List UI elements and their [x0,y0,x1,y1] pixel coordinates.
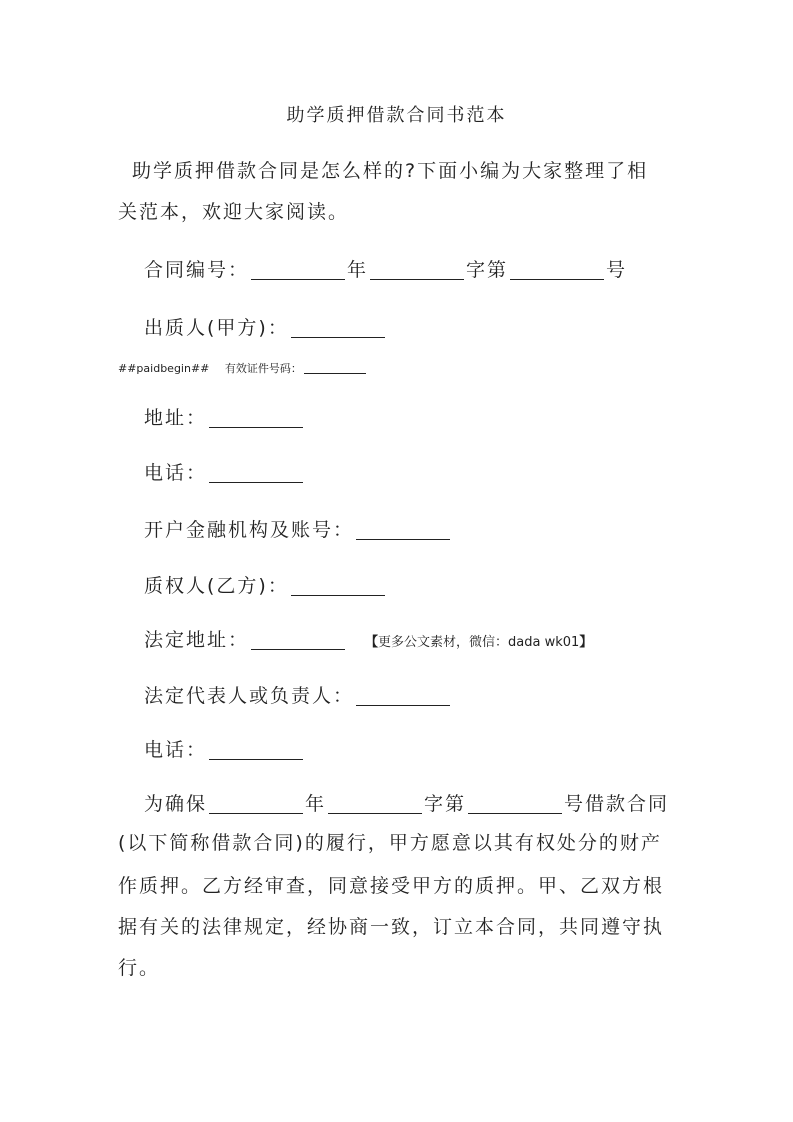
phone-label: 电话： [144,462,208,484]
legal-address-line [144,626,592,657]
bank-account-blank[interactable] [356,519,450,540]
phone-blank[interactable] [209,462,303,483]
pledgee-line [144,572,387,600]
address-line [144,404,305,432]
id-number-line [118,361,368,377]
pledgee-blank[interactable] [291,575,385,596]
paragraph-zidi: 字第 [424,793,467,815]
contract-number-blank-3[interactable] [510,259,604,280]
watermark-open: 【 [365,635,379,650]
legal-address-label: 法定地址： [144,629,250,651]
paragraph-blank-3[interactable] [468,793,562,814]
phone2-line [144,736,305,764]
pledgor-label: 出质人(甲方)： [144,317,289,339]
bank-account-label: 开户金融机构及账号： [144,519,355,541]
legal-rep-blank[interactable] [356,685,450,706]
watermark-text: 更多公文素材，微信：dada wk01 [378,635,580,650]
paragraph-prefix: 为确保 [144,793,208,815]
paragraph-suffix: 号借款合同 [564,793,670,815]
phone2-blank[interactable] [209,739,303,760]
watermark-note [365,635,592,650]
intro-line-1: 助学质押借款合同是怎么样的?下面小编为大家整理了相 [132,160,649,182]
contract-number-blank-1[interactable] [251,259,345,280]
pledgee-label: 质权人(乙方)： [144,575,289,597]
address-label: 地址： [144,407,208,429]
paragraph-blank-1[interactable] [209,793,303,814]
paid-marker: ##paidbegin## [118,362,210,375]
paragraph-line-4: 据有关的法律规定，经协商一致，订立本合同，共同遵守执 [118,916,665,938]
id-number-blank[interactable] [304,361,366,374]
phone2-label: 电话： [144,739,208,761]
pledgor-blank[interactable] [291,317,385,338]
bank-account-line [144,516,452,544]
paragraph-year: 年 [305,793,327,815]
contract-number-year: 年 [347,259,369,281]
contract-number-label: 合同编号： [144,259,250,281]
document-title: 助学质押借款合同书范本 [286,105,507,126]
paragraph-line-1 [144,790,669,818]
pledgor-line [144,314,387,342]
contract-number-zidi: 字第 [466,259,509,281]
watermark-close: 】 [579,635,593,650]
legal-rep-line [144,682,452,710]
address-blank[interactable] [209,407,303,428]
id-number-label: 有效证件号码： [224,362,302,375]
contract-number-blank-2[interactable] [370,259,464,280]
legal-address-blank[interactable] [251,629,345,650]
legal-rep-label: 法定代表人或负责人： [144,685,355,707]
paragraph-blank-2[interactable] [328,793,422,814]
paragraph-line-5: 行。 [118,957,161,979]
contract-number-hao: 号 [606,259,628,281]
phone-line [144,459,305,487]
paragraph-line-3: 作质押。乙方经审查，同意接受甲方的质押。甲、乙双方根 [118,875,665,897]
contract-number-line [144,256,627,284]
paragraph-line-2: (以下简称借款合同)的履行，甲方愿意以其有权处分的财产 [118,832,662,854]
intro-line-2: 关范本，欢迎大家阅读。 [118,201,350,223]
